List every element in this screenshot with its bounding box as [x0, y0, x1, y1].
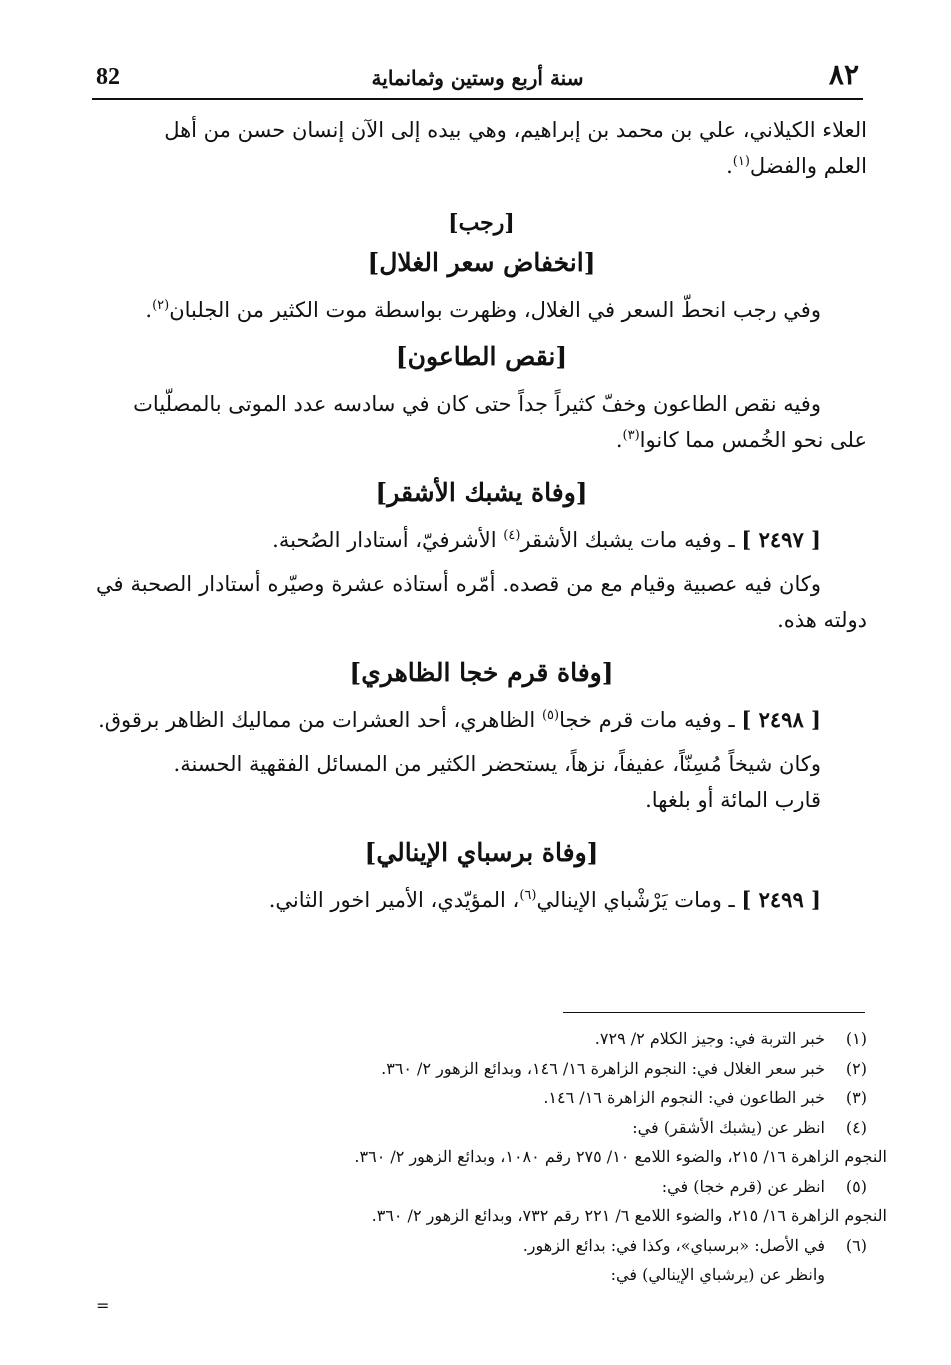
- footnote-text: انظر عن (قرم خجا) في:: [661, 1176, 825, 1196]
- footnotes: [200, 1024, 887, 1290]
- footnote-number: (١): [845, 1029, 867, 1048]
- page-number-arabic: ٨٢: [828, 58, 859, 91]
- footnote-ref-3: (٣): [622, 428, 640, 443]
- main-text: [96, 112, 867, 918]
- footnote-ref-1: (١): [732, 154, 750, 169]
- page-header: [92, 60, 863, 100]
- entry-2497: [96, 522, 867, 558]
- footnote-4-continuation: النجوم الزاهرة ١٦/ ٢١٥، والضوء اللامع ١٠/ ٢٧٥ رقم ١٠٨٠، وبدائع الزهور ٢/ ٣٦٠.: [354, 1147, 887, 1166]
- entry-number-2497: [ ٢٤٩٧ ]: [741, 527, 821, 552]
- section-heading-grain: [انخفاض سعر الغلال]: [367, 248, 596, 277]
- intro-end: .: [726, 154, 733, 178]
- section-heading-yashbak: [وفاة يشبك الأشقر]: [375, 478, 588, 507]
- footnote-number: (٣): [845, 1088, 867, 1107]
- footnote-6-continuation: وانظر عن (يرشباي الإينالي) في:: [610, 1265, 825, 1284]
- footnote-5: [200, 1172, 867, 1202]
- footnote-number: (٦): [845, 1235, 867, 1255]
- intro-line-2: [96, 148, 867, 184]
- footnote-text: انظر عن (يشبك الأشقر) في:: [632, 1117, 825, 1137]
- plague-line-1: وفيه نقص الطاعون وخفّ كثيراً جداً حتى كان في سادسه عدد الموتى بالمصلّيات: [133, 392, 821, 416]
- entry-2498-text-a: ـ وفيه مات قرم خجا: [559, 708, 735, 732]
- footnote-3: [200, 1083, 867, 1113]
- footnote-number: (٤): [845, 1117, 867, 1137]
- footnote-ref-5: (٥): [541, 708, 560, 723]
- footnote-5-continuation: النجوم الزاهرة ١٦/ ٢١٥، والضوء اللامع ٦/ ٢٢١ رقم ٧٣٢، وبدائع الزهور ٢/ ٣٦٠.: [371, 1206, 887, 1225]
- footnote-number: (٢): [845, 1058, 867, 1078]
- footnote-ref-4: (٤): [503, 528, 521, 543]
- footnote-text: في الأصل: «برسباي»، وكذا في: بدائع الزهور.: [522, 1235, 825, 1255]
- month-heading: [رجب]: [448, 210, 515, 236]
- plague-end: .: [615, 428, 623, 452]
- footnote-text: خبر الطاعون في: النجوم الزاهرة ١٦/ ١٤٦.: [543, 1088, 825, 1107]
- grain-paragraph: [96, 292, 867, 328]
- running-title: سنة أربع وستين وثمانماية: [371, 66, 584, 90]
- entry-2497-text-b: الأشرفيّ، أستادار الصُحبة.: [272, 528, 497, 552]
- entry-2497-text-a: ـ وفيه مات يشبك الأشقر: [520, 528, 735, 552]
- footnote-ref-6: (٦): [519, 888, 537, 903]
- footnote-text: خبر سعر الغلال في: النجوم الزاهرة ١٦/ ١٤٦، وبدائع الزهور ٢/ ٣٦٠.: [381, 1058, 825, 1078]
- plague-text: على نحو الخُمس مما كانوا: [639, 428, 867, 452]
- page-number-latin: 82: [96, 64, 120, 90]
- footnote-4: [200, 1113, 867, 1143]
- yashbak-description: وكان فيه عصبية وقيام مع من قصده. أمّره أستاذه عشرة وصيّره أستادار الصحبة في دولته هذه.: [96, 572, 867, 632]
- section-heading-plague: [نقص الطاعون]: [395, 342, 568, 371]
- footnote-1: [200, 1024, 867, 1054]
- footnote-separator: [563, 1012, 865, 1013]
- intro-text: العلم والفضل: [749, 154, 867, 178]
- footnote-text: خبر التربة في: وجيز الكلام ٢/ ٧٢٩.: [594, 1029, 825, 1048]
- entry-2499: [96, 882, 867, 918]
- plague-line-2: [96, 422, 867, 458]
- entry-2499-text-a: ـ ومات يَرْشْباي الإينالي: [536, 888, 735, 912]
- section-heading-qaram: [وفاة قرم خجا الظاهري]: [349, 658, 614, 687]
- section-heading-barsbay: [وفاة برسباي الإينالي]: [364, 838, 599, 867]
- grain-text: وفي رجب انحطّ السعر في الغلال، وظهرت بواسطة موت الكثير من الجلبان: [169, 298, 821, 322]
- footnote-2: [200, 1054, 867, 1084]
- footnote-ref-2: (٢): [152, 298, 170, 313]
- entry-2499-text-b: ، المؤيّدي، الأمير اخور الثاني.: [268, 888, 520, 912]
- grain-end: .: [145, 298, 153, 322]
- continuation-mark: =: [96, 1296, 110, 1315]
- footnote-number: (٥): [845, 1176, 867, 1196]
- qaram-description-1: وكان شيخاً مُسِنّاً، عفيفاً، نزهاً، يستحضر الكثير من المسائل الفقهية الحسنة.: [173, 752, 821, 776]
- entry-2498: [96, 702, 867, 738]
- footnote-6: [200, 1231, 867, 1261]
- entry-2498-text-b: الظاهري، أحد العشرات من مماليك الظاهر برقوق.: [98, 708, 536, 732]
- entry-number-2499: [ ٢٤٩٩ ]: [741, 887, 821, 912]
- qaram-description-2: قارب المائة أو بلغها.: [645, 788, 821, 812]
- entry-number-2498: [ ٢٤٩٨ ]: [741, 707, 821, 732]
- intro-line-1: العلاء الكيلاني، علي بن محمد بن إبراهيم، وهي بيده إلى الآن إنسان حسن من أهل: [164, 118, 867, 142]
